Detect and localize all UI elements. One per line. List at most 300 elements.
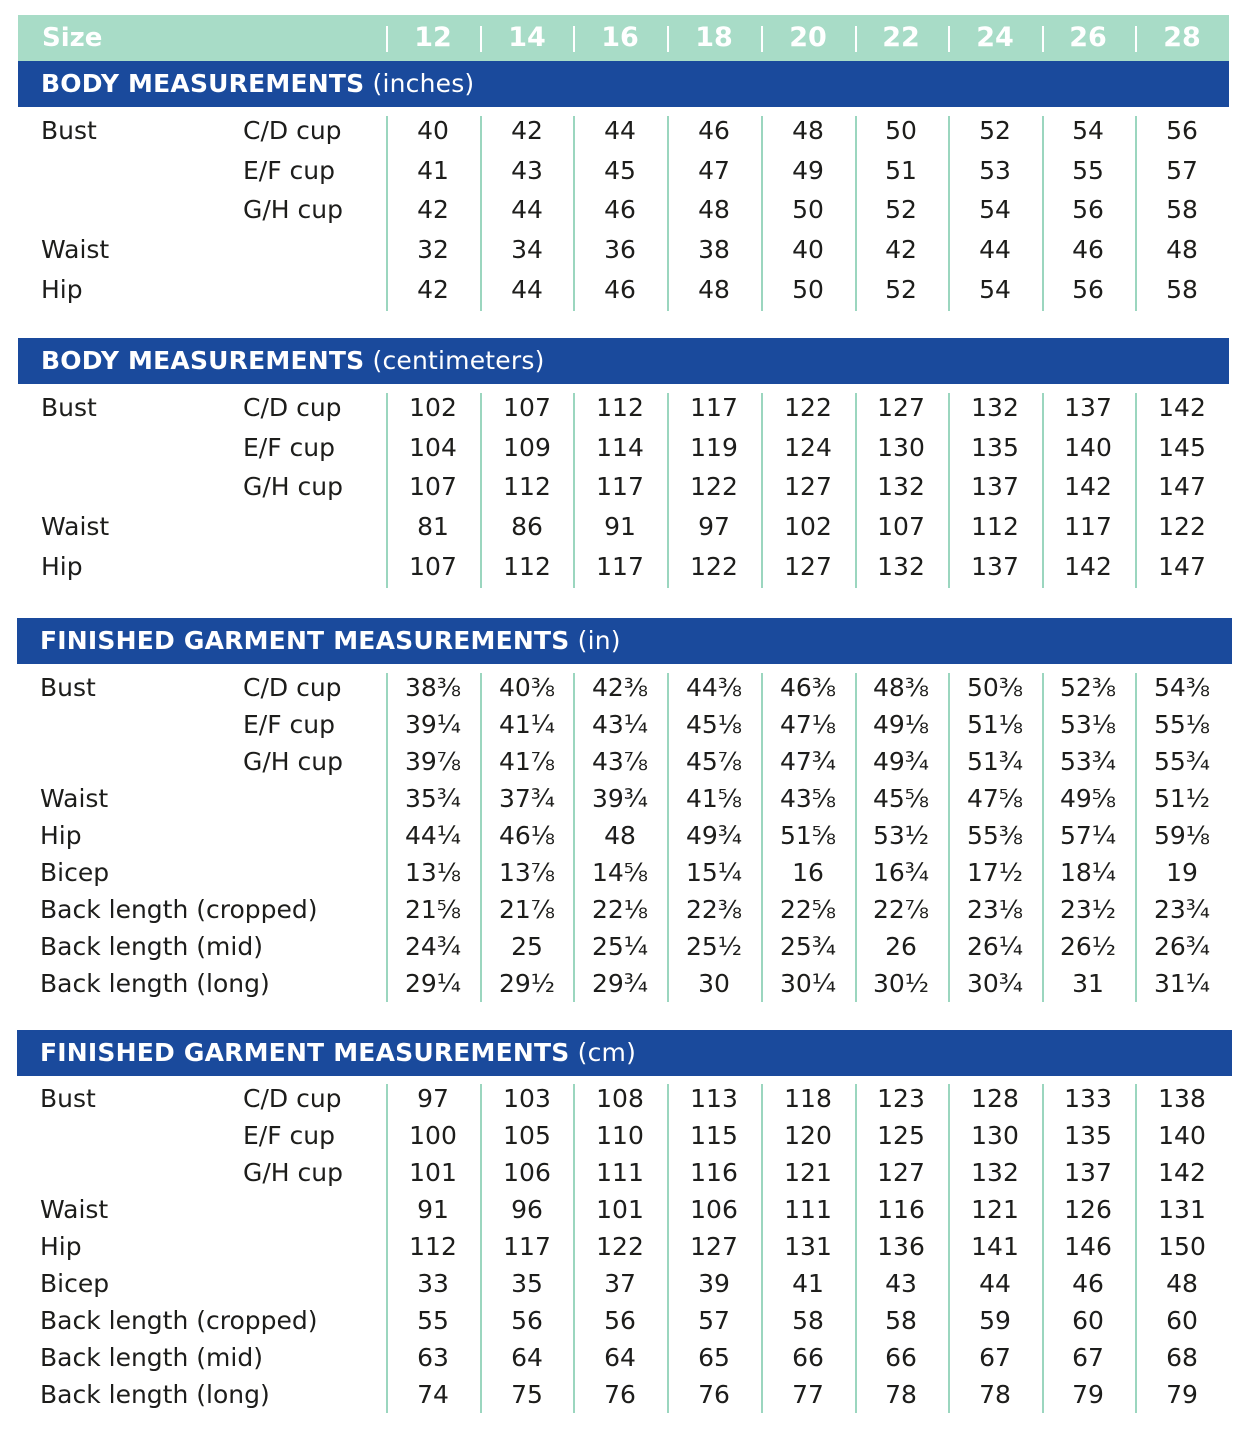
measurement-value: 22⅞ xyxy=(872,895,930,924)
measurement-value: 78 xyxy=(885,1380,917,1409)
measurement-value: 54 xyxy=(979,195,1011,225)
size-header-value: 24 xyxy=(976,22,1014,53)
measurement-value: 133 xyxy=(1064,1084,1112,1113)
measurement-value: 39 xyxy=(698,1269,730,1298)
measurement-value: 135 xyxy=(1064,1121,1112,1150)
measurement-value: 48 xyxy=(698,195,730,225)
measurement-value: 26 xyxy=(885,932,917,961)
measurement-value: 138 xyxy=(1158,1084,1206,1113)
measurement-value: 128 xyxy=(971,1084,1019,1113)
measurement-value: 50⅜ xyxy=(966,673,1024,702)
measurement-value: 22⅛ xyxy=(591,895,649,924)
measurement-value: 45 xyxy=(604,155,636,185)
measurement-value: 39¾ xyxy=(591,784,649,813)
measurement-value: 53 xyxy=(979,155,1011,185)
measurement-value: 111 xyxy=(784,1195,832,1224)
measurement-value: 43⅞ xyxy=(591,747,649,776)
measurement-row xyxy=(0,1269,1251,1306)
size-header-divider xyxy=(761,26,763,52)
size-header-divider xyxy=(480,26,482,52)
measurement-value: 127 xyxy=(877,1158,925,1187)
measurement-value: 23½ xyxy=(1059,895,1117,924)
size-header-label: Size xyxy=(42,23,103,53)
measurement-value: 127 xyxy=(877,393,925,422)
section-unit: (inches) xyxy=(372,69,475,98)
measurement-value: 58 xyxy=(885,1306,917,1335)
measurement-value: 57 xyxy=(1166,155,1198,185)
measurement-value: 106 xyxy=(503,1158,551,1187)
measurement-value: 44¼ xyxy=(404,821,462,850)
measurement-value: 57 xyxy=(698,1306,730,1335)
measurement-value: 106 xyxy=(690,1195,738,1224)
measurement-row xyxy=(0,821,1251,858)
measurement-value: 41 xyxy=(417,155,449,185)
size-header-value: 18 xyxy=(695,22,733,53)
measurement-value: 135 xyxy=(971,432,1019,462)
measurement-value: 52⅜ xyxy=(1059,673,1117,702)
measurement-value: 56 xyxy=(604,1306,636,1335)
measurement-value: 110 xyxy=(596,1121,644,1150)
size-header-value: 26 xyxy=(1069,22,1107,53)
measurement-value: 37 xyxy=(604,1269,636,1298)
measurement-value: 26¼ xyxy=(966,932,1024,961)
section-title-text: BODY MEASUREMENTS xyxy=(41,346,365,375)
row-sublabel: G/H cup xyxy=(243,472,343,502)
measurement-value: 111 xyxy=(596,1158,644,1187)
measurement-value: 39⅞ xyxy=(404,747,462,776)
measurement-row xyxy=(0,710,1251,747)
row-label: Bicep xyxy=(40,858,110,887)
measurement-row xyxy=(0,116,1251,156)
measurement-value: 56 xyxy=(1166,116,1198,145)
measurement-value: 13⅞ xyxy=(498,858,556,887)
row-sublabel: E/F cup xyxy=(243,1121,336,1150)
measurement-value: 59⅛ xyxy=(1153,821,1211,850)
measurement-value: 42⅜ xyxy=(591,673,649,702)
measurement-value: 91 xyxy=(604,512,636,542)
measurement-value: 122 xyxy=(784,393,832,422)
measurement-value: 56 xyxy=(511,1306,543,1335)
measurement-value: 46 xyxy=(698,116,730,145)
measurement-value: 53½ xyxy=(872,821,930,850)
measurement-value: 43 xyxy=(885,1269,917,1298)
measurement-row xyxy=(0,195,1251,235)
measurement-value: 147 xyxy=(1158,551,1206,581)
measurement-value: 117 xyxy=(503,1232,551,1261)
size-header-divider xyxy=(1135,26,1137,52)
measurement-value: 142 xyxy=(1064,472,1112,502)
measurement-value: 57¼ xyxy=(1059,821,1117,850)
measurement-value: 49 xyxy=(792,155,824,185)
measurement-value: 137 xyxy=(1064,393,1112,422)
measurement-value: 42 xyxy=(885,235,917,265)
measurement-value: 16¾ xyxy=(872,858,930,887)
measurement-value: 56 xyxy=(1072,195,1104,225)
measurement-row xyxy=(0,275,1251,315)
measurement-value: 44⅜ xyxy=(685,673,743,702)
measurement-value: 126 xyxy=(1064,1195,1112,1224)
measurement-value: 46 xyxy=(1072,1269,1104,1298)
measurement-value: 44 xyxy=(511,195,543,225)
measurement-value: 132 xyxy=(877,551,925,581)
measurement-value: 107 xyxy=(409,472,457,502)
row-sublabel: G/H cup xyxy=(243,747,343,776)
measurement-row xyxy=(0,1195,1251,1232)
measurement-value: 46 xyxy=(1072,235,1104,265)
measurement-value: 66 xyxy=(792,1343,824,1372)
measurement-value: 122 xyxy=(596,1232,644,1261)
measurement-value: 30½ xyxy=(872,969,930,998)
row-label: Bicep xyxy=(40,1269,110,1298)
measurement-row xyxy=(0,472,1251,512)
size-header-value: 16 xyxy=(601,22,639,53)
measurement-row xyxy=(0,1380,1251,1417)
size-header-bar xyxy=(18,15,1229,61)
measurement-value: 48⅜ xyxy=(872,673,930,702)
measurement-value: 19 xyxy=(1166,858,1198,887)
measurement-value: 124 xyxy=(784,432,832,462)
measurement-value: 116 xyxy=(877,1195,925,1224)
measurement-value: 127 xyxy=(784,472,832,502)
measurement-value: 107 xyxy=(503,393,551,422)
section-header xyxy=(18,338,1229,384)
row-sublabel: C/D cup xyxy=(243,393,342,422)
row-label: Back length (mid) xyxy=(40,1343,263,1372)
measurement-value: 140 xyxy=(1158,1121,1206,1150)
measurement-value: 119 xyxy=(690,432,738,462)
measurement-value: 35¾ xyxy=(404,784,462,813)
measurement-value: 25 xyxy=(511,932,543,961)
measurement-row xyxy=(0,433,1251,473)
measurement-value: 44 xyxy=(511,274,543,304)
measurement-value: 45⅝ xyxy=(872,784,930,813)
measurement-value: 29¼ xyxy=(404,969,462,998)
measurement-value: 112 xyxy=(971,512,1019,542)
measurement-value: 38⅜ xyxy=(404,673,462,702)
measurement-row xyxy=(0,784,1251,821)
measurement-value: 49¾ xyxy=(685,821,743,850)
measurement-value: 23⅛ xyxy=(966,895,1024,924)
measurement-value: 67 xyxy=(979,1343,1011,1372)
measurement-value: 102 xyxy=(784,512,832,542)
measurement-value: 40⅜ xyxy=(498,673,556,702)
measurement-value: 40 xyxy=(417,116,449,145)
measurement-value: 48 xyxy=(792,116,824,145)
measurement-value: 104 xyxy=(409,432,457,462)
measurement-value: 53⅛ xyxy=(1059,710,1117,739)
measurement-value: 45⅞ xyxy=(685,747,743,776)
row-label: Back length (long) xyxy=(40,1380,270,1409)
section-title xyxy=(41,61,474,107)
size-header-divider xyxy=(1042,26,1044,52)
row-label: Hip xyxy=(41,551,83,581)
size-header-value: 12 xyxy=(414,22,452,53)
measurement-value: 44 xyxy=(979,235,1011,265)
section-title-text: BODY MEASUREMENTS xyxy=(41,69,365,98)
measurement-value: 96 xyxy=(511,1195,543,1224)
measurement-value: 41 xyxy=(792,1269,824,1298)
measurement-value: 17½ xyxy=(966,858,1024,887)
measurement-value: 74 xyxy=(417,1380,449,1409)
row-sublabel: E/F cup xyxy=(243,710,336,739)
row-label: Hip xyxy=(41,274,83,304)
size-header-value: 28 xyxy=(1163,22,1201,53)
measurement-value: 30 xyxy=(698,969,730,998)
measurement-row xyxy=(0,673,1251,710)
measurement-value: 50 xyxy=(885,116,917,145)
measurement-row xyxy=(0,747,1251,784)
measurement-value: 67 xyxy=(1072,1343,1104,1372)
measurement-value: 33 xyxy=(417,1269,449,1298)
measurement-value: 41⅞ xyxy=(498,747,556,776)
measurement-value: 48 xyxy=(604,821,636,850)
row-sublabel: C/D cup xyxy=(243,1084,342,1113)
measurement-value: 21⅝ xyxy=(404,895,462,924)
measurement-value: 51⅝ xyxy=(779,821,837,850)
measurement-row xyxy=(0,969,1251,1006)
measurement-value: 132 xyxy=(971,393,1019,422)
section-unit: (in) xyxy=(577,626,621,655)
measurement-value: 14⅝ xyxy=(591,858,649,887)
measurement-value: 55 xyxy=(1072,155,1104,185)
section-header xyxy=(18,61,1229,107)
row-label: Waist xyxy=(41,235,110,265)
measurement-value: 101 xyxy=(409,1158,457,1187)
measurement-value: 48 xyxy=(1166,235,1198,265)
measurement-row xyxy=(0,393,1251,433)
size-header-divider xyxy=(855,26,857,52)
measurement-value: 43¼ xyxy=(591,710,649,739)
measurement-value: 140 xyxy=(1064,432,1112,462)
measurement-value: 42 xyxy=(511,116,543,145)
measurement-value: 53¾ xyxy=(1059,747,1117,776)
measurement-value: 52 xyxy=(885,274,917,304)
measurement-row xyxy=(0,552,1251,592)
measurement-row xyxy=(0,1343,1251,1380)
measurement-value: 18¼ xyxy=(1059,858,1117,887)
measurement-value: 68 xyxy=(1166,1343,1198,1372)
measurement-value: 45⅛ xyxy=(685,710,743,739)
size-header-divider xyxy=(386,26,388,52)
measurement-value: 30¾ xyxy=(966,969,1024,998)
measurement-value: 22⅝ xyxy=(779,895,837,924)
measurement-value: 49¾ xyxy=(872,747,930,776)
measurement-value: 16 xyxy=(792,858,824,887)
measurement-value: 112 xyxy=(596,393,644,422)
measurement-value: 50 xyxy=(792,274,824,304)
measurement-value: 13⅛ xyxy=(404,858,462,887)
section-title-text: FINISHED GARMENT MEASUREMENTS xyxy=(40,626,570,655)
measurement-value: 75 xyxy=(511,1380,543,1409)
measurement-value: 97 xyxy=(698,512,730,542)
measurement-value: 50 xyxy=(792,195,824,225)
measurement-value: 102 xyxy=(409,393,457,422)
row-label: Hip xyxy=(40,821,82,850)
measurement-value: 137 xyxy=(1064,1158,1112,1187)
measurement-value: 42 xyxy=(417,274,449,304)
measurement-row xyxy=(0,1306,1251,1343)
measurement-value: 77 xyxy=(792,1380,824,1409)
measurement-value: 121 xyxy=(784,1158,832,1187)
measurement-value: 142 xyxy=(1158,393,1206,422)
measurement-value: 55 xyxy=(417,1306,449,1335)
measurement-value: 101 xyxy=(596,1195,644,1224)
measurement-value: 58 xyxy=(1166,274,1198,304)
measurement-value: 66 xyxy=(885,1343,917,1372)
measurement-row xyxy=(0,1232,1251,1269)
measurement-value: 46 xyxy=(604,274,636,304)
section-title xyxy=(40,618,621,664)
measurement-value: 64 xyxy=(604,1343,636,1372)
measurement-value: 47⅝ xyxy=(966,784,1024,813)
size-header-value: 14 xyxy=(508,22,546,53)
row-sublabel: G/H cup xyxy=(243,1158,343,1187)
measurement-value: 63 xyxy=(417,1343,449,1372)
measurement-value: 51½ xyxy=(1153,784,1211,813)
measurement-value: 142 xyxy=(1064,551,1112,581)
measurement-value: 29½ xyxy=(498,969,556,998)
measurement-value: 125 xyxy=(877,1121,925,1150)
measurement-value: 78 xyxy=(979,1380,1011,1409)
measurement-value: 120 xyxy=(784,1121,832,1150)
measurement-value: 113 xyxy=(690,1084,738,1113)
measurement-value: 54 xyxy=(1072,116,1104,145)
row-label: Bust xyxy=(41,393,97,422)
measurement-value: 41⅝ xyxy=(685,784,743,813)
measurement-value: 43⅝ xyxy=(779,784,837,813)
measurement-value: 142 xyxy=(1158,1158,1206,1187)
size-header-value: 22 xyxy=(882,22,920,53)
measurement-value: 150 xyxy=(1158,1232,1206,1261)
measurement-value: 122 xyxy=(690,551,738,581)
measurement-value: 147 xyxy=(1158,472,1206,502)
row-sublabel: E/F cup xyxy=(243,432,336,462)
measurement-row xyxy=(0,932,1251,969)
measurement-value: 52 xyxy=(979,116,1011,145)
measurement-value: 23¾ xyxy=(1153,895,1211,924)
section-unit: (centimeters) xyxy=(372,346,545,375)
measurement-value: 65 xyxy=(698,1343,730,1372)
measurement-value: 54⅜ xyxy=(1153,673,1211,702)
measurement-value: 29¾ xyxy=(591,969,649,998)
row-label: Bust xyxy=(40,1084,96,1113)
measurement-row xyxy=(0,1121,1251,1158)
measurement-row xyxy=(0,235,1251,275)
measurement-value: 132 xyxy=(971,1158,1019,1187)
measurement-value: 112 xyxy=(503,472,551,502)
measurement-value: 112 xyxy=(503,551,551,581)
measurement-value: 46⅜ xyxy=(779,673,837,702)
section-title xyxy=(40,1030,636,1076)
measurement-value: 123 xyxy=(877,1084,925,1113)
measurement-value: 122 xyxy=(690,472,738,502)
measurement-value: 136 xyxy=(877,1232,925,1261)
row-sublabel: E/F cup xyxy=(243,155,336,185)
measurement-value: 31 xyxy=(1072,969,1104,998)
measurement-value: 107 xyxy=(877,512,925,542)
row-label: Back length (cropped) xyxy=(40,1306,318,1335)
section-title-text: FINISHED GARMENT MEASUREMENTS xyxy=(40,1038,570,1067)
measurement-value: 47 xyxy=(698,155,730,185)
measurement-value: 91 xyxy=(417,1195,449,1224)
measurement-value: 47¾ xyxy=(779,747,837,776)
measurement-value: 35 xyxy=(511,1269,543,1298)
measurement-row xyxy=(0,1158,1251,1195)
measurement-row xyxy=(0,512,1251,552)
row-sublabel: C/D cup xyxy=(243,116,342,145)
size-header-divider xyxy=(948,26,950,52)
measurement-row xyxy=(0,895,1251,932)
measurement-value: 81 xyxy=(417,512,449,542)
measurement-value: 42 xyxy=(417,195,449,225)
measurement-value: 117 xyxy=(596,551,644,581)
measurement-value: 25¾ xyxy=(779,932,837,961)
measurement-value: 64 xyxy=(511,1343,543,1372)
measurement-value: 25½ xyxy=(685,932,743,961)
measurement-value: 48 xyxy=(698,274,730,304)
measurement-value: 26¾ xyxy=(1153,932,1211,961)
measurement-value: 46⅛ xyxy=(498,821,556,850)
measurement-value: 47⅛ xyxy=(779,710,837,739)
measurement-value: 56 xyxy=(1072,274,1104,304)
measurement-value: 137 xyxy=(971,472,1019,502)
measurement-value: 49⅛ xyxy=(872,710,930,739)
measurement-value: 39¼ xyxy=(404,710,462,739)
measurement-value: 25¼ xyxy=(591,932,649,961)
size-header-value: 20 xyxy=(789,22,827,53)
measurement-value: 79 xyxy=(1072,1380,1104,1409)
measurement-value: 51 xyxy=(885,155,917,185)
measurement-row xyxy=(0,1084,1251,1121)
row-label: Waist xyxy=(41,512,110,542)
measurement-value: 54 xyxy=(979,274,1011,304)
measurement-value: 121 xyxy=(971,1195,1019,1224)
measurement-value: 117 xyxy=(1064,512,1112,542)
measurement-value: 117 xyxy=(596,472,644,502)
measurement-value: 107 xyxy=(409,551,457,581)
measurement-value: 55⅜ xyxy=(966,821,1024,850)
size-header-divider xyxy=(573,26,575,52)
measurement-value: 40 xyxy=(792,235,824,265)
measurement-value: 117 xyxy=(690,393,738,422)
measurement-value: 48 xyxy=(1166,1269,1198,1298)
measurement-value: 118 xyxy=(784,1084,832,1113)
measurement-value: 22⅜ xyxy=(685,895,743,924)
row-label: Bust xyxy=(40,673,96,702)
measurement-value: 32 xyxy=(417,235,449,265)
measurement-value: 105 xyxy=(503,1121,551,1150)
measurement-value: 36 xyxy=(604,235,636,265)
measurement-value: 37¾ xyxy=(498,784,556,813)
measurement-value: 131 xyxy=(784,1232,832,1261)
row-label: Bust xyxy=(41,116,97,145)
measurement-value: 58 xyxy=(792,1306,824,1335)
measurement-value: 141 xyxy=(971,1232,1019,1261)
row-label: Back length (mid) xyxy=(40,932,263,961)
row-label: Back length (cropped) xyxy=(40,895,318,924)
measurement-value: 97 xyxy=(417,1084,449,1113)
measurement-value: 51¾ xyxy=(966,747,1024,776)
measurement-value: 86 xyxy=(511,512,543,542)
measurement-value: 51⅛ xyxy=(966,710,1024,739)
measurement-value: 44 xyxy=(979,1269,1011,1298)
measurement-value: 100 xyxy=(409,1121,457,1150)
measurement-value: 127 xyxy=(784,551,832,581)
row-sublabel: G/H cup xyxy=(243,195,343,225)
measurement-row xyxy=(0,858,1251,895)
measurement-value: 108 xyxy=(596,1084,644,1113)
measurement-value: 60 xyxy=(1166,1306,1198,1335)
